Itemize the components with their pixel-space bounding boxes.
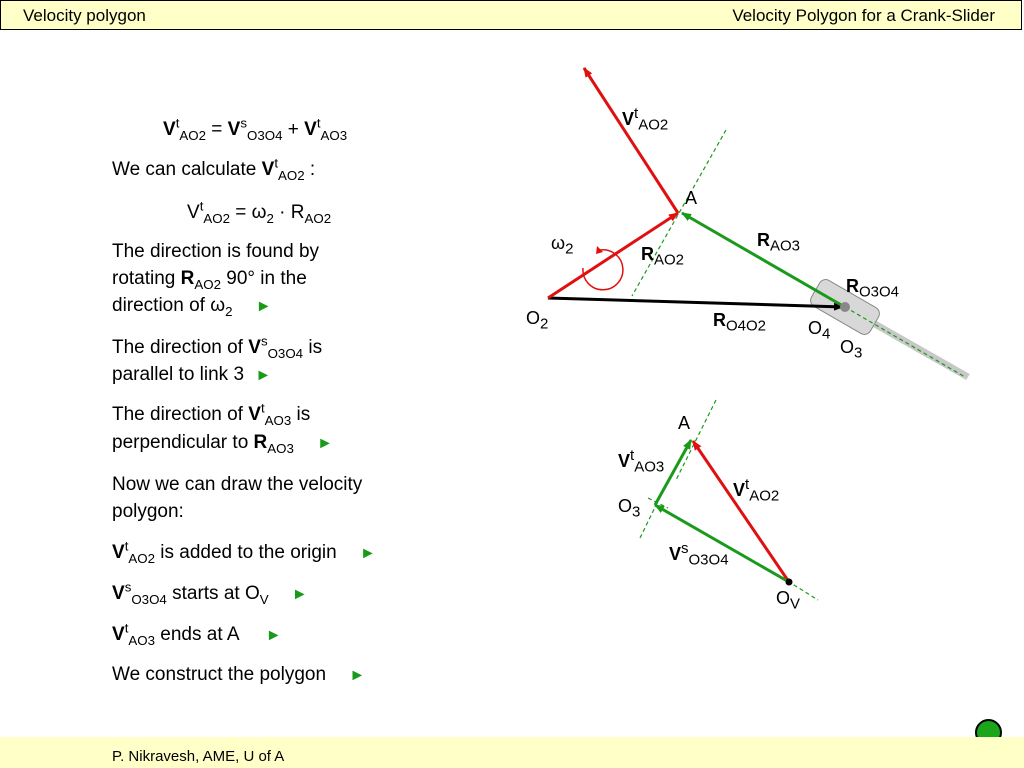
- origin-ov-dot: [786, 579, 793, 586]
- direction1-line1: The direction is found by: [112, 241, 320, 262]
- step2-line: $V^s_{O3O4}$ starts at $O_V$ ►: [112, 579, 308, 607]
- direction1-line2: rotating $R_{AO2}$ 90° in the: [112, 268, 307, 292]
- r-ao3-vector: [682, 213, 843, 306]
- footer-bar: [0, 737, 1024, 768]
- direction2-line2: parallel to link 3 ►: [112, 364, 272, 385]
- footer-credit: P. Nikravesh, AME, U of A: [112, 748, 285, 765]
- label-vt-ao2-mech: $V^t_{AO2}$: [622, 105, 669, 134]
- direction1-line3: direction of $\omega_2$ ►: [112, 295, 272, 319]
- direction3-line2: perpendicular to $R_{AO3}$ ►: [112, 432, 334, 456]
- now-line1: Now we can draw the velocity: [112, 474, 363, 495]
- header-left-title: Velocity polygon: [23, 6, 146, 25]
- label-point-a-poly: A: [678, 413, 691, 433]
- header-right-title: Velocity Polygon for a Crank-Slider: [732, 6, 995, 25]
- perpendicular-dashed-line: [632, 130, 726, 296]
- now-line2: polygon:: [112, 501, 184, 522]
- vt-ao2-vector-mech: [584, 68, 678, 213]
- label-ov: $O_V$: [776, 588, 801, 613]
- step-arrow-3[interactable]: ►: [317, 435, 334, 452]
- step-arrow-4[interactable]: ►: [359, 545, 376, 562]
- formula-line: $V^t_{AO2} = \omega_2 \cdot R_{AO2}$: [187, 198, 332, 226]
- step3-line: $V^t_{AO3}$ ends at A ►: [112, 620, 282, 648]
- pin-o4: [840, 302, 850, 312]
- step-arrow-6[interactable]: ►: [265, 627, 282, 644]
- label-o2: $O_2$: [526, 308, 549, 333]
- label-o3-poly: $O_3$: [618, 496, 641, 521]
- step4-line: We construct the polygon ►: [112, 664, 366, 685]
- label-vs-o3o4: $V^s_{O3O4}$: [669, 540, 729, 569]
- equation-line: $V^t_{AO2} = V^s_{O3O4} + V^t_{AO3}$: [163, 115, 348, 143]
- label-r-ao2: $R_{AO2}$: [641, 244, 685, 269]
- step-arrow-7[interactable]: ►: [349, 667, 366, 684]
- step-arrow-5[interactable]: ►: [291, 586, 308, 603]
- label-o3-mech: $O_3$: [840, 337, 863, 362]
- r-o4o2-vector: [548, 298, 843, 307]
- label-vt-ao2-poly: $V^t_{AO2}$: [733, 476, 780, 505]
- step-arrow-1[interactable]: ►: [255, 298, 272, 315]
- label-point-a-mech: A: [685, 188, 698, 208]
- label-r-ao3: $R_{AO3}$: [757, 230, 801, 255]
- label-vt-ao3: $V^t_{AO3}$: [618, 447, 665, 476]
- calculate-line: We can calculate $V^t_{AO2}$ :: [112, 155, 316, 183]
- label-r-o3o4: $R_{O3O4}$: [846, 276, 900, 301]
- label-omega2: $\omega_2$: [551, 233, 574, 258]
- step-arrow-2[interactable]: ►: [255, 367, 272, 384]
- label-r-o4o2: $R_{O4O2}$: [713, 310, 767, 335]
- label-o4: $O_4$: [808, 318, 831, 343]
- direction2-line1: The direction of $V^s_{O3O4}$ is: [112, 333, 323, 361]
- step1-line: $V^t_{AO2}$ is added to the origin ►: [112, 538, 376, 566]
- direction3-line1: The direction of $V^t_{AO3}$ is: [112, 400, 311, 428]
